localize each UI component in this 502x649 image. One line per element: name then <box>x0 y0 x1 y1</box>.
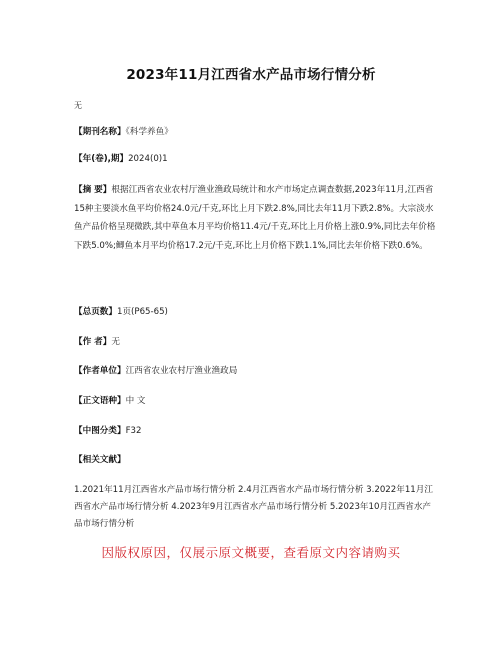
pages-field <box>74 303 436 322</box>
language-label: 【正文语种】 <box>74 396 126 406</box>
affiliation-value: 江西省农业农村厅渔业渔政局 <box>125 366 238 376</box>
abstract-label: 【摘 要】 <box>74 185 112 195</box>
classification-label: 【中图分类】 <box>74 426 126 436</box>
author-label: 【作 者】 <box>74 337 112 347</box>
document-title: 2023年11月江西省水产品市场行情分析 <box>126 67 376 83</box>
journal-label: 【期刊名称】 <box>74 127 126 137</box>
pages-label: 【总页数】 <box>74 307 117 317</box>
journal-value: 《科学养鱼》 <box>125 127 173 137</box>
author-field <box>74 333 436 352</box>
classification-field <box>74 422 436 441</box>
author-value: 无 <box>111 337 120 347</box>
related-label: 【相关文献】 <box>74 455 126 465</box>
affiliation-label: 【作者单位】 <box>74 366 126 376</box>
language-field <box>74 392 436 411</box>
year-label: 【年(卷),期】 <box>74 154 129 164</box>
language-value: 中 文 <box>125 396 146 406</box>
classification-value: F32 <box>125 426 142 436</box>
affiliation-field <box>74 362 436 381</box>
abstract-value: 根据江西省农业农村厅渔业渔政局统计和水产市场定点调查数据,2023年11月,江西省15种主要淡水鱼平均价格24.0元/千克,环比上月下跌2.8%,同比去年11月下跌2.8%。大宗淡水鱼产品价格呈现微跌,其中草鱼本月平均价格11.4元/千克,环比上月价格上涨0.9%,同比去年价格下跌5.0%;鲫鱼本月平均价格17.2元/千克,环比上月价格下跌1.1%,同比去年价格下跌0.6%。 <box>74 185 436 251</box>
pages-value: 1页(P65-65) <box>116 307 168 317</box>
related-references: 1.2021年11月江西省水产品市场行情分析 2.4月江西省水产品市场行情分析 3.2022年11月江西省水产品市场行情分析 4.2023年9月江西省水产品市场行情分析 5.2023年10月江西省水产品市场行情分析 <box>74 485 433 529</box>
document-subtitle: 无 <box>74 101 82 110</box>
year-value: 2024(0)1 <box>128 154 168 164</box>
journal-field <box>74 123 436 142</box>
related-field <box>74 451 436 470</box>
copyright-notice[interactable]: 因版权原因，仅展示原文概要，查看原文内容请购买 <box>101 545 401 560</box>
abstract-field <box>74 181 436 255</box>
year-field <box>74 150 436 169</box>
